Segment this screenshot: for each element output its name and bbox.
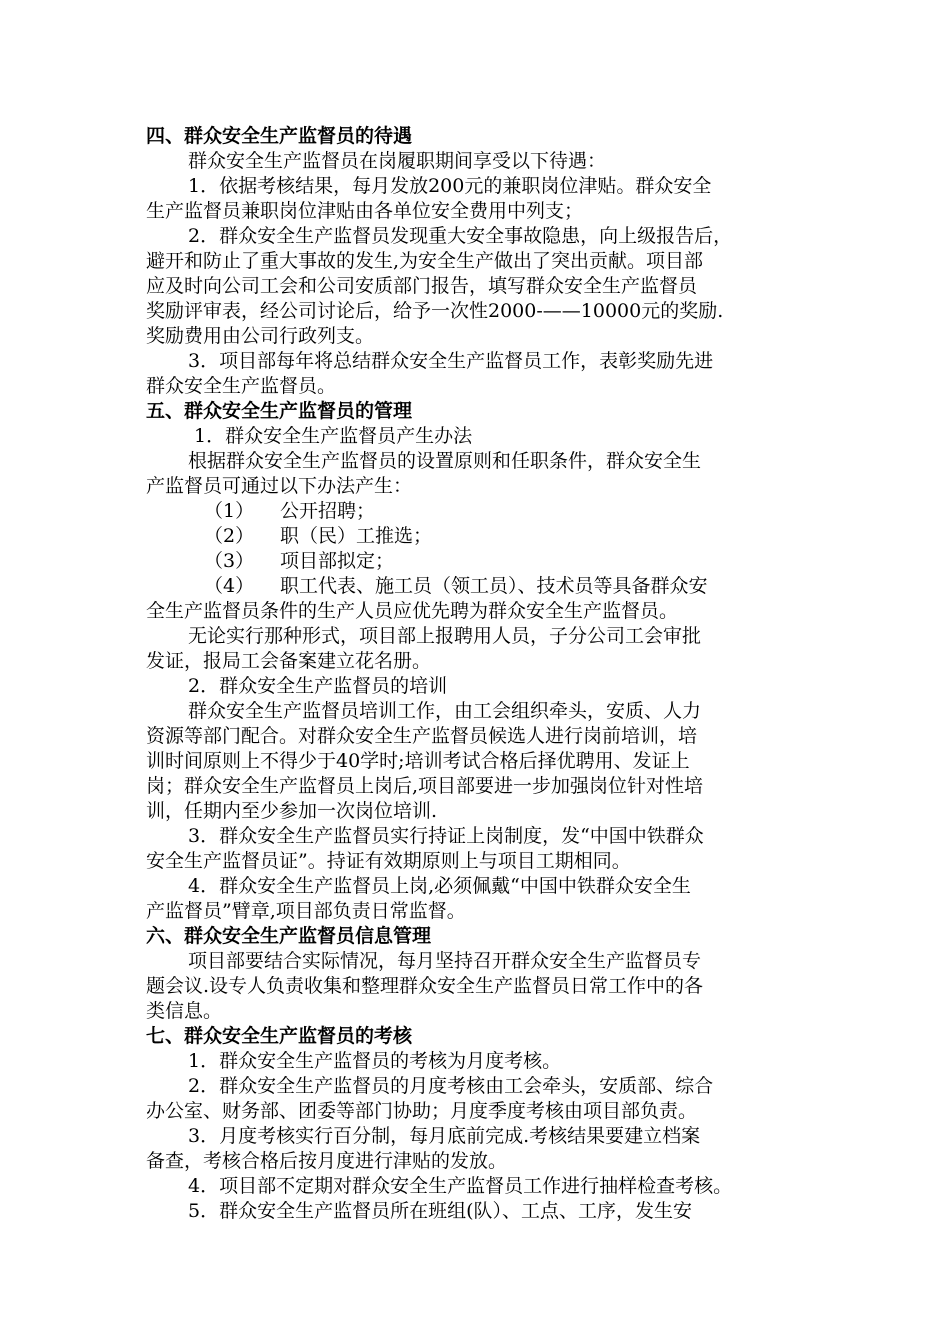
- paragraph-line: 资源等部门配合。对群众安全生产监督员候选人进行岗前培训，培: [146, 725, 698, 747]
- paragraph-line: 1．群众安全生产监督员的考核为月度考核。: [188, 1050, 562, 1072]
- paragraph-line: 训，任期内至少参加一次岗位培训.: [146, 800, 438, 822]
- list-item: [146, 549, 822, 574]
- paragraph-line: 安全生产监督员证”。持证有效期原则上与项目工期相同。: [146, 850, 631, 872]
- paragraph-line: 5．群众安全生产监督员所在班组(队）、工点、工序，发生安: [188, 1200, 693, 1222]
- paragraph-line: 发证，报局工会备案建立花名册。: [146, 650, 432, 672]
- section-6-heading: 六、群众安全生产监督员信息管理: [146, 925, 432, 947]
- paragraph-line: 训时间原则上不得少于40学时;培训考试合格后择优聘用、发证上: [146, 750, 690, 772]
- paragraph-line: 3．群众安全生产监督员实行持证上岗制度，发“中国中铁群众: [188, 825, 704, 847]
- list-item: [146, 499, 822, 524]
- list-item-text: 公开招聘；: [280, 500, 376, 522]
- paragraph-line: 题会议.设专人负责收集和整理群众安全生产监督员日常工作中的各: [146, 975, 704, 997]
- paragraph-line: 办公室、财务部、团委等部门协助；月度季度考核由项目部负责。: [146, 1100, 698, 1122]
- list-item-number: （2）: [204, 525, 255, 547]
- paragraph-line: 4．群众安全生产监督员上岗,必须佩戴“中国中铁群众安全生: [188, 875, 691, 897]
- list-item-number: （4）: [204, 575, 255, 597]
- paragraph-line: 应及时向公司工会和公司安质部门报告，填写群众安全生产监督员: [146, 275, 698, 297]
- section-5-heading: 五、群众安全生产监督员的管理: [146, 400, 413, 422]
- list-item-text: 职（民）工推选；: [280, 525, 433, 547]
- paragraph-line: 避开和防止了重大事故的发生,为安全生产做出了突出贡献。项目部: [146, 250, 704, 272]
- paragraph-line: 2．群众安全生产监督员发现重大安全事故隐患，向上级报告后，: [188, 225, 733, 247]
- paragraph-line: 项目部要结合实际情况，每月坚持召开群众安全生产监督员专: [188, 950, 702, 972]
- paragraph-line: 奖励费用由公司行政列支。: [146, 325, 375, 347]
- section-4-heading: 四、群众安全生产监督员的待遇: [146, 125, 413, 147]
- paragraph-line: 群众安全生产监督员。: [146, 375, 337, 397]
- section-7-heading: 七、群众安全生产监督员的考核: [146, 1025, 413, 1047]
- paragraph-line: 3．月度考核实行百分制，每月底前完成.考核结果要建立档案: [188, 1125, 701, 1147]
- list-item-text: 职工代表、施工员（领工员）、技术员等具备群众安: [280, 575, 708, 597]
- paragraph-line: 无论实行那种形式，项目部上报聘用人员，子分公司工会审批: [188, 625, 702, 647]
- paragraph-line: 类信息。: [146, 1000, 223, 1022]
- paragraph-line: 1．依据考核结果，每月发放200元的兼职岗位津贴。群众安全: [188, 175, 712, 197]
- section-4-intro: 群众安全生产监督员在岗履职期间享受以下待遇：: [188, 150, 607, 172]
- paragraph-line: 2．群众安全生产监督员的月度考核由工会牵头，安质部、综合: [188, 1075, 714, 1097]
- document-body: [146, 124, 822, 1224]
- paragraph-line: 产监督员”臂章,项目部负责日常监督。: [146, 900, 466, 922]
- paragraph-line: 全生产监督员条件的生产人员应优先聘为群众安全生产监督员。: [146, 600, 679, 622]
- subheading: 2．群众安全生产监督员的培训: [188, 675, 448, 697]
- paragraph-line: 4．项目部不定期对群众安全生产监督员工作进行抽样检查考核。: [188, 1175, 733, 1197]
- paragraph-line: 备查，考核合格后按月度进行津贴的发放。: [146, 1150, 508, 1172]
- paragraph-line: 根据群众安全生产监督员的设置原则和任职条件，群众安全生: [188, 450, 702, 472]
- list-item-text: 项目部拟定；: [280, 550, 395, 572]
- paragraph-line: 奖励评审表，经公司讨论后，给予一次性2000-——10000元的奖励.: [146, 300, 724, 322]
- paragraph-line: 产监督员可通过以下办法产生：: [146, 475, 413, 497]
- paragraph-line: 群众安全生产监督员培训工作，由工会组织牵头，安质、人力: [188, 700, 702, 722]
- paragraph-line: 3．项目部每年将总结群众安全生产监督员工作，表彰奖励先进: [188, 350, 714, 372]
- list-item-number: （1）: [204, 500, 255, 522]
- paragraph-line: 生产监督员兼职岗位津贴由各单位安全费用中列支；: [146, 200, 584, 222]
- list-item: [146, 574, 822, 599]
- subheading: 1．群众安全生产监督员产生办法: [194, 425, 473, 447]
- list-item-number: （3）: [204, 550, 255, 572]
- paragraph-line: 岗；群众安全生产监督员上岗后,项目部要进一步加强岗位针对性培: [146, 775, 704, 797]
- list-item: [146, 524, 822, 549]
